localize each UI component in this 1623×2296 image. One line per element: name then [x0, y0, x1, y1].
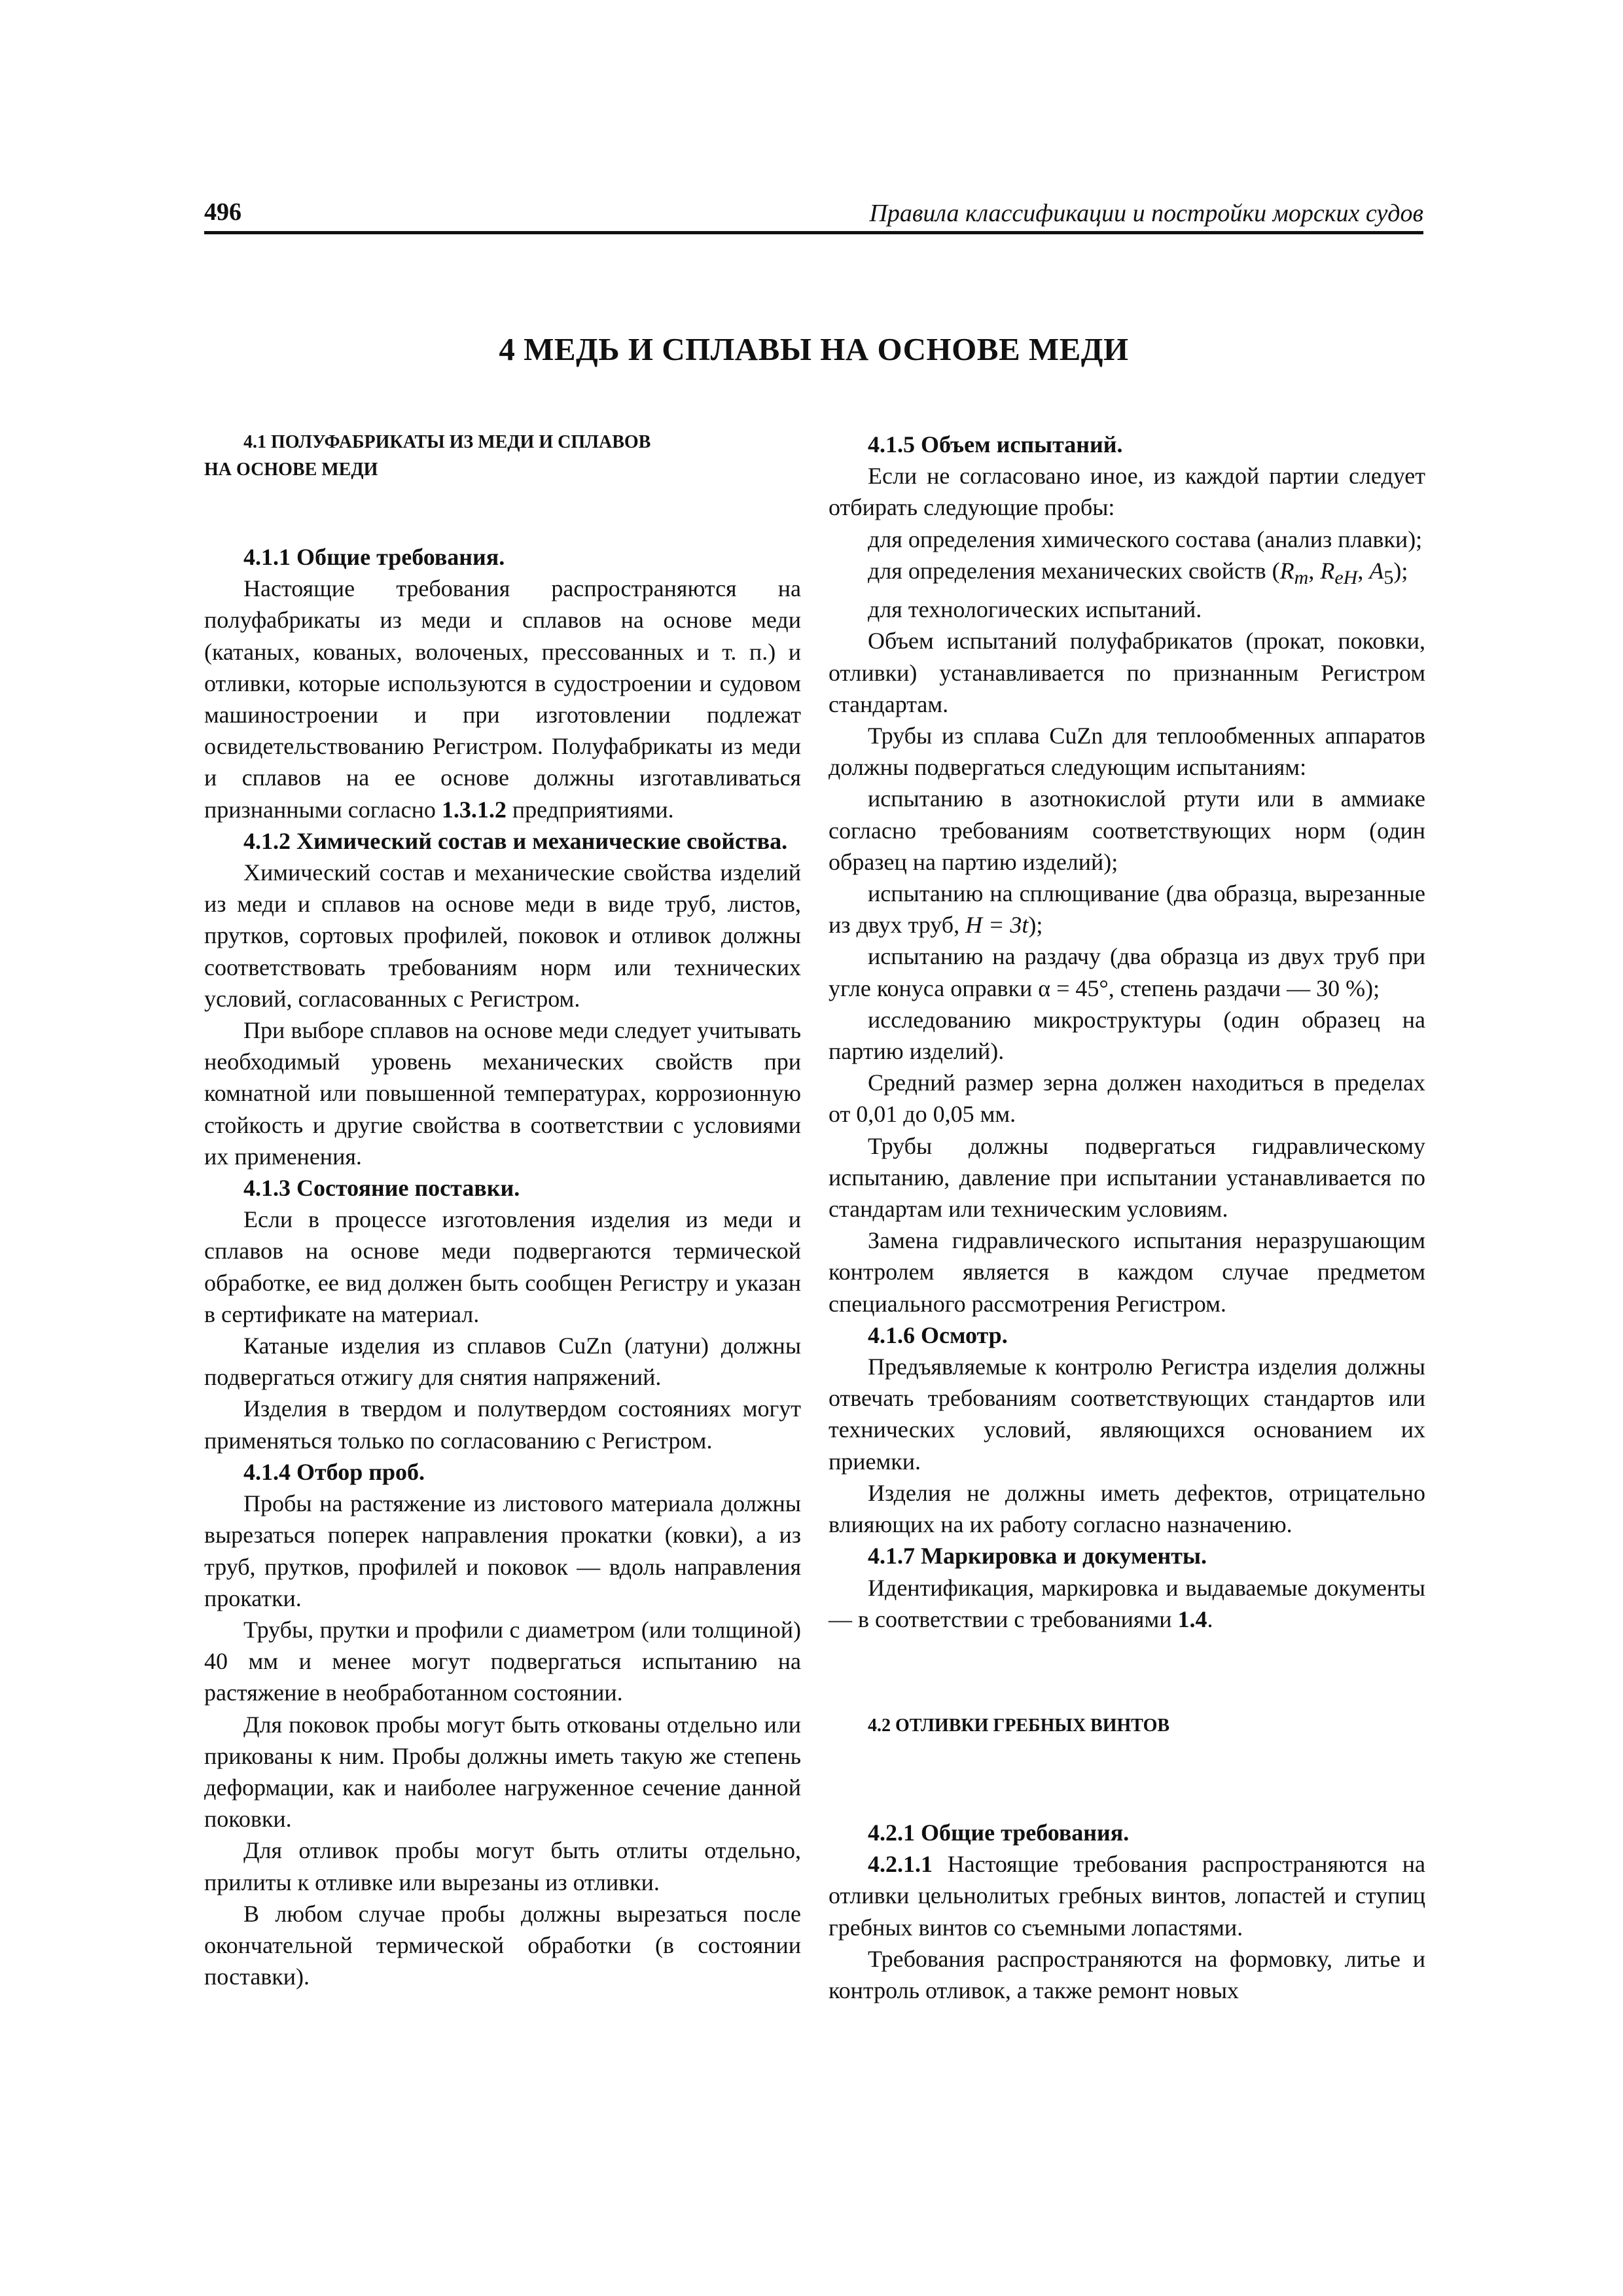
text: испытанию на сплющивание (два образца, вырезанные из двух труб, — [829, 880, 1425, 939]
text: Идентификация, маркировка и выдаваемые документы — в соответствии с требованиями — [829, 1574, 1425, 1632]
paragraph — [204, 573, 801, 825]
paragraph: испытанию в азотнокислой ртути или в аммиаке согласно требованиям соответствующих норм (один образец на партию изделий); — [829, 785, 1425, 875]
text: ); — [1028, 912, 1043, 939]
paragraph: испытанию на раздачу (два образца из двух труб при угле конуса оправки α = 45°, степень раздачи — 30 %); — [829, 943, 1425, 1001]
heading-4-1-2: 4.1.2 Химический состав и механические свойства. — [243, 827, 788, 854]
reference: 1.4 — [1177, 1605, 1207, 1632]
formula-subscript: eH — [1334, 567, 1358, 588]
text: предприятиями. — [512, 796, 674, 823]
formula: H = 3t — [965, 912, 1029, 939]
paragraph: Изделия в твердом и полутвердом состояниях могут применяться только по согласованию с Регистром. — [204, 1395, 801, 1454]
text: Настоящие требования распространяются на отливки цельнолитых гребных винтов, лопастей и ступиц гребных винтов со съемными лопастями. — [829, 1851, 1425, 1941]
page-header — [204, 196, 1423, 234]
section-title-4-1 — [204, 429, 801, 484]
paragraph: Если не согласовано иное, из каждой партии следует отбирать следующие пробы: — [829, 463, 1425, 521]
paragraph: Предъявляемые к контролю Регистра изделия должны отвечать требованиям соответствующих стандартов или технических условий, являющихся основанием их приемки. — [829, 1354, 1425, 1475]
paragraph: для определения механических свойств ($R_m$, $R_{eH}$, $A_5$); — [868, 557, 1408, 588]
paragraph — [829, 1848, 1425, 1943]
paragraph: исследованию микроструктуры (один образец на партию изделий). — [829, 1006, 1425, 1065]
formula-symbol: R — [1279, 557, 1294, 584]
right-column — [829, 429, 1425, 2006]
paragraph: Замена гидравлического испытания неразрушающим контролем является в каждом случае предметом специального рассмотрения Регистром. — [829, 1227, 1425, 1317]
text: для определения механических свойств ( — [868, 557, 1280, 584]
paragraph: В любом случае пробы должны вырезаться после окончательной термической обработки (в состоянии поставки). — [204, 1900, 801, 1990]
heading-4-1-1: 4.1.1 Общие требования. — [243, 544, 505, 570]
paragraph: для определения химического состава (анализ плавки); — [868, 526, 1423, 552]
paragraph: Требования распространяются на формовку, литье и контроль отливок, а также ремонт новых — [829, 1945, 1425, 2003]
heading-4-1-6: 4.1.6 Осмотр. — [868, 1321, 1008, 1348]
paragraph: Объем испытаний полуфабрикатов (прокат, поковки, отливки) устанавливается по признанным Регистром стандартам. — [829, 628, 1425, 717]
heading-4-1-3: 4.1.3 Состояние поставки. — [243, 1175, 520, 1202]
section-title-line2: НА ОСНОВЕ МЕДИ — [204, 459, 378, 480]
paragraph: Если в процессе изготовления изделия из меди и сплавов на основе меди подвергаются термической обработке, ее вид должен быть сообщен Регистру и указан в сертификате на материал. — [204, 1206, 801, 1327]
paragraph: Трубы из сплава CuZn для теплообменных аппаратов должны подвергаться следующим испытаниям: — [829, 723, 1425, 781]
paragraph — [829, 1572, 1425, 1635]
paragraph: Пробы на растяжение из листового материала должны вырезаться поперек направления прокатки (ковки), а из труб, прутков, профилей и поковок — вдоль направления прокатки. — [204, 1490, 801, 1611]
chapter-title: 4 МЕДЬ И СПЛАВЫ НА ОСНОВЕ МЕДИ — [499, 331, 1129, 367]
paragraph: Катаные изделия из сплавов CuZn (латуни) должны подвергаться отжигу для снятия напряжений. — [204, 1333, 801, 1391]
text: ); — [1393, 557, 1408, 584]
page-number: 496 — [204, 198, 241, 226]
formula-symbol: R — [1320, 557, 1335, 584]
paragraph: Трубы должны подвергаться гидравлическому испытанию, давление при испытании устанавливается по стандартам или техническим условиям. — [829, 1132, 1425, 1223]
formula-subscript: m — [1294, 567, 1309, 588]
paragraph: Средний размер зерна должен находиться в пределах от 0,01 до 0,05 мм. — [829, 1069, 1425, 1128]
section-title-4-2: 4.2 ОТЛИВКИ ГРЕБНЫХ ВИНТОВ — [868, 1715, 1170, 1736]
heading-4-1-7: 4.1.7 Маркировка и документы. — [868, 1543, 1207, 1570]
reference: 1.3.1.2 — [441, 796, 507, 823]
heading-4-2-1: 4.2.1 Общие требования. — [868, 1819, 1130, 1846]
paragraph: Изделия не должны иметь дефектов, отрицательно влияющих на их работу согласно назначению. — [829, 1479, 1425, 1538]
paragraph: Для поковок пробы могут быть откованы отдельно или прикованы к ним. Пробы должны иметь такую же степень деформации, как и наиболее нагруженное сечение данной поковки. — [204, 1711, 801, 1833]
formula-subscript: 5 — [1383, 567, 1394, 588]
running-title: Правила классификации и постройки морских судов — [869, 200, 1423, 227]
paragraph — [829, 878, 1425, 941]
text: . — [1207, 1605, 1213, 1632]
paragraph: Трубы, прутки и профили с диаметром (или толщиной) 40 мм и менее могут подвергаться испытанию на растяжение в необработанном состоянии. — [204, 1616, 801, 1706]
section-title-line1: 4.1 ПОЛУФАБРИКАТЫ ИЗ МЕДИ И СПЛАВОВ — [243, 432, 651, 452]
heading-4-1-4: 4.1.4 Отбор проб. — [243, 1458, 425, 1485]
paragraph: для технологических испытаний. — [868, 596, 1202, 623]
paragraph: Для отливок пробы могут быть отлиты отдельно, прилиты к отливке или вырезаны из отливки. — [204, 1837, 801, 1895]
heading-4-1-5: 4.1.5 Объем испытаний. — [868, 431, 1123, 457]
text: Настоящие требования распространяются на полуфабрикаты из меди и сплавов на основе меди (катаных, кованых, волоченых, прессованных и т. п.) и отливки, которые используются в судостроении и судовом машиностроении и при изготовлении подлежат освидетельствованию Регистром. Полуфабрикаты из меди и сплавов на ее основе должны изготавливаться признанными согласно — [204, 575, 801, 823]
left-column — [204, 429, 801, 1992]
formula-symbol: A — [1369, 557, 1384, 584]
paragraph: Химический состав и механические свойства изделий из меди и сплавов на основе меди в виде труб, листов, прутков, сортовых профилей, поковок и отливок должны соответствовать требованиям норм или технических условий, согласованных с Регистром. — [204, 859, 801, 1012]
clause-number: 4.2.1.1 — [868, 1851, 933, 1878]
paragraph: При выборе сплавов на основе меди следует учитывать необходимый уровень механических свойств при комнатной или повышенной температурах, коррозионную стойкость и другие свойства в соответствии с условиями их применения. — [204, 1017, 801, 1170]
